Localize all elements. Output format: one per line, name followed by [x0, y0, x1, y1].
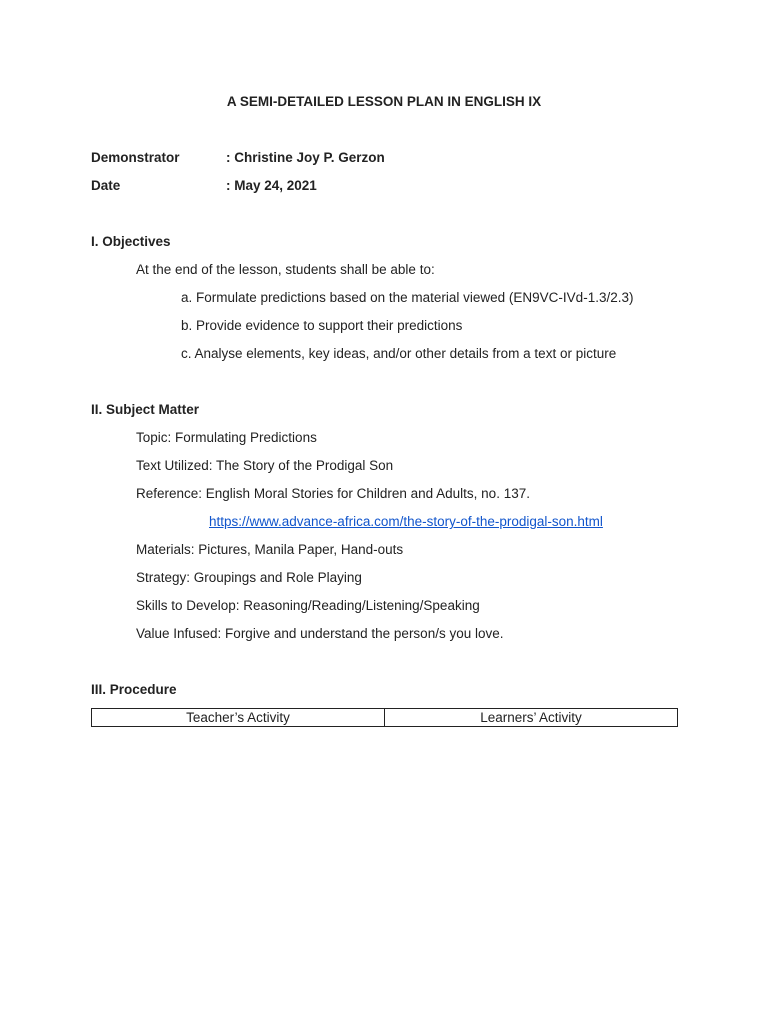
objectives-intro: At the end of the lesson, students shall be able to:: [136, 262, 435, 277]
objective-item: c. Analyse elements, key ideas, and/or other details from a text or picture: [181, 346, 617, 361]
objective-item: b. Provide evidence to support their predictions: [181, 318, 463, 333]
procedure-table: [91, 708, 678, 727]
date-label: Date: [91, 178, 121, 193]
learners-activity-header: Learners’ Activity: [385, 709, 678, 727]
table-header-row: [92, 709, 678, 727]
materials-line: Materials: Pictures, Manila Paper, Hand-outs: [136, 542, 404, 557]
teacher-activity-header: Teacher’s Activity: [92, 709, 385, 727]
demonstrator-label: Demonstrator: [91, 150, 180, 165]
topic-line: Topic: Formulating Predictions: [136, 430, 317, 445]
objectives-heading: I. Objectives: [91, 234, 171, 249]
reference-link[interactable]: https://www.advance-africa.com/the-story-of-the-prodigal-son.html: [209, 514, 603, 529]
date-value: : May 24, 2021: [226, 178, 317, 193]
value-line: Value Infused: Forgive and understand the person/s you love.: [136, 626, 504, 641]
text-utilized-line: Text Utilized: The Story of the Prodigal Son: [136, 458, 394, 473]
objective-item: a. Formulate predictions based on the material viewed (EN9VC-IVd-1.3/2.3): [181, 290, 634, 305]
strategy-line: Strategy: Groupings and Role Playing: [136, 570, 362, 585]
skills-line: Skills to Develop: Reasoning/Reading/Listening/Speaking: [136, 598, 480, 613]
subject-matter-heading: II. Subject Matter: [91, 402, 200, 417]
reference-line: Reference: English Moral Stories for Children and Adults, no. 137.: [136, 486, 530, 501]
document-title: A SEMI-DETAILED LESSON PLAN IN ENGLISH IX: [226, 94, 542, 109]
demonstrator-value: : Christine Joy P. Gerzon: [226, 150, 385, 165]
procedure-heading: III. Procedure: [91, 682, 177, 697]
